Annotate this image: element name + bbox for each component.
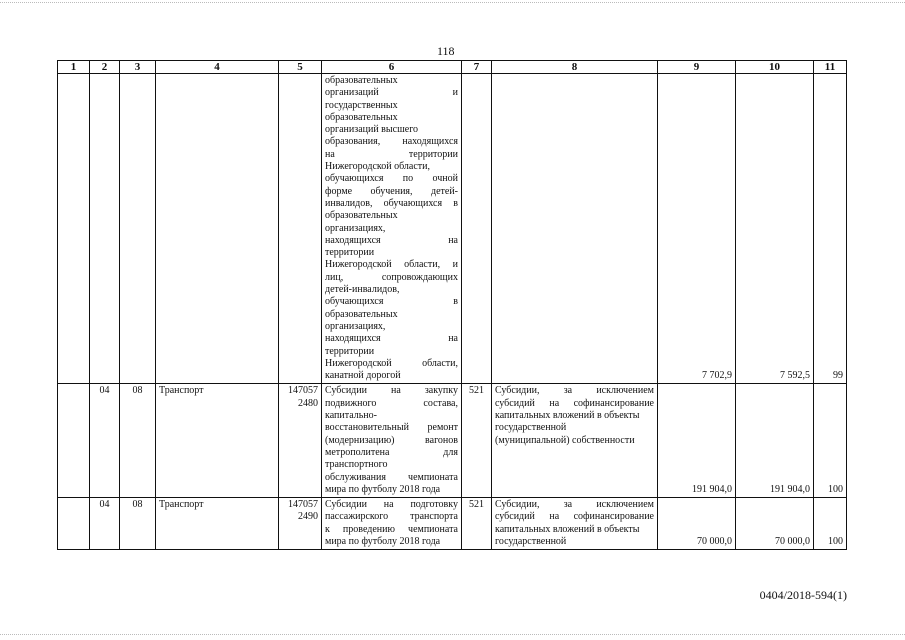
- cell-subsection: 08: [120, 384, 156, 498]
- cell-text-line: образовательных: [325, 308, 398, 320]
- cell-text-line: субсидий на софинансирование: [495, 511, 654, 523]
- cell-text-line: детей-инвалидов,: [325, 284, 400, 296]
- cell-expense-type: 521: [462, 384, 492, 498]
- cell-text-line: (муниципальной) собственности: [495, 434, 635, 446]
- cell-plan: 70 000,0: [658, 498, 736, 550]
- cell-text-line: организациях,: [325, 320, 386, 332]
- cell-text-line: метрополитена для: [325, 446, 458, 458]
- table-row: [58, 498, 847, 550]
- col-header-7: 7: [462, 61, 492, 74]
- cell-percent: 99: [814, 74, 847, 384]
- budget-table: [57, 60, 847, 550]
- page-number: 118: [437, 44, 455, 58]
- cell-subsection: 08: [120, 498, 156, 550]
- col-header-9: 9: [658, 61, 736, 74]
- cell-expense-name: [492, 384, 658, 498]
- cell-text-line: Субсидии, за исключением: [495, 385, 654, 397]
- cell-text-line: субсидий на софинансирование: [495, 397, 654, 409]
- cell-subsection: [120, 74, 156, 384]
- cell-text-line: организациях,: [325, 222, 386, 234]
- cell-expense-type: [462, 74, 492, 384]
- table-row: [58, 74, 847, 384]
- cell-text-line: капитальных вложений в объекты: [495, 410, 640, 422]
- cell-text-line: к проведению чемпионата: [325, 523, 458, 535]
- cell-plan: 7 702,9: [658, 74, 736, 384]
- cell-section: 04: [90, 498, 120, 550]
- col-header-2: 2: [90, 61, 120, 74]
- cell-text-line: мира по футболу 2018 года: [325, 535, 441, 547]
- scan-edge-bottom: [0, 634, 905, 636]
- cell-expense-name: [492, 498, 658, 550]
- cell-text-line: мира по футболу 2018 года: [325, 483, 441, 495]
- cell-name: Транспорт: [156, 384, 279, 498]
- cell-text-line: лиц, сопровождающих: [325, 271, 458, 283]
- cell-section: [90, 74, 120, 384]
- cell-text-line: территории: [325, 247, 375, 259]
- cell-col1: [58, 74, 90, 384]
- cell-percent: 100: [814, 498, 847, 550]
- scan-edge-top: [0, 2, 905, 4]
- cell-text-line: образования, находящихся: [325, 136, 458, 148]
- cell-text-line: организаций высшего: [325, 124, 419, 136]
- cell-name: [156, 74, 279, 384]
- cell-code: 147057 2490: [279, 498, 322, 550]
- cell-section: 04: [90, 384, 120, 498]
- col-header-8: 8: [492, 61, 658, 74]
- col-header-11: 11: [814, 61, 847, 74]
- cell-text-line: капитально-: [325, 410, 377, 422]
- cell-text-line: государственных: [325, 99, 398, 111]
- cell-text-line: обслуживания чемпионата: [325, 471, 458, 483]
- cell-text-line: территории: [325, 345, 375, 357]
- cell-code: 147057 2480: [279, 384, 322, 498]
- cell-text-line: восстановительный ремонт: [325, 422, 458, 434]
- cell-text-line: канатной дорогой: [325, 370, 401, 382]
- cell-text-line: образовательных: [325, 210, 398, 222]
- col-header-4: 4: [156, 61, 279, 74]
- cell-actual: 70 000,0: [736, 498, 814, 550]
- cell-text-line: Нижегородской области,: [325, 357, 458, 369]
- cell-text-line: на территории: [325, 148, 458, 160]
- cell-name: Транспорт: [156, 498, 279, 550]
- cell-text-line: транспортного: [325, 459, 388, 471]
- document-code: 0404/2018-594(1): [759, 588, 847, 602]
- cell-text-line: Субсидии, за исключением: [495, 499, 654, 511]
- cell-actual: 7 592,5: [736, 74, 814, 384]
- cell-text-line: форме обучения, детей-: [325, 185, 458, 197]
- cell-text-line: капитальных вложений в объекты: [495, 523, 640, 535]
- cell-expense-type: 521: [462, 498, 492, 550]
- col-header-6: 6: [322, 61, 462, 74]
- cell-plan: 191 904,0: [658, 384, 736, 498]
- cell-code: [279, 74, 322, 384]
- cell-expense-name: [492, 74, 658, 384]
- col-header-3: 3: [120, 61, 156, 74]
- cell-text-line: организаций и: [325, 87, 458, 99]
- col-header-5: 5: [279, 61, 322, 74]
- cell-actual: 191 904,0: [736, 384, 814, 498]
- cell-text-line: Субсидии на подготовку: [325, 499, 458, 511]
- cell-text-line: обучающихся в: [325, 296, 458, 308]
- cell-text-line: инвалидов, обучающихся в: [325, 197, 458, 209]
- cell-col1: [58, 498, 90, 550]
- cell-text-line: государственной: [495, 422, 567, 434]
- cell-text-line: находящихся на: [325, 234, 458, 246]
- cell-text-line: (модернизацию) вагонов: [325, 434, 458, 446]
- cell-text-line: образовательных: [325, 75, 398, 86]
- cell-description: [322, 498, 462, 550]
- cell-text-line: находящихся на: [325, 333, 458, 345]
- cell-text-line: образовательных: [325, 111, 398, 123]
- cell-text-line: Субсидии на закупку: [325, 385, 458, 397]
- cell-percent: 100: [814, 384, 847, 498]
- header-row: [58, 61, 847, 74]
- cell-text-line: пассажирского транспорта: [325, 511, 458, 523]
- cell-text-line: государственной: [495, 535, 567, 547]
- cell-text-line: Нижегородской области, и: [325, 259, 458, 271]
- table-row: [58, 384, 847, 498]
- cell-text-line: подвижного состава,: [325, 397, 458, 409]
- cell-description: [322, 384, 462, 498]
- col-header-1: 1: [58, 61, 90, 74]
- cell-text-line: Нижегородской области,: [325, 161, 431, 173]
- cell-col1: [58, 384, 90, 498]
- cell-description: [322, 74, 462, 384]
- cell-text-line: обучающихся по очной: [325, 173, 458, 185]
- col-header-10: 10: [736, 61, 814, 74]
